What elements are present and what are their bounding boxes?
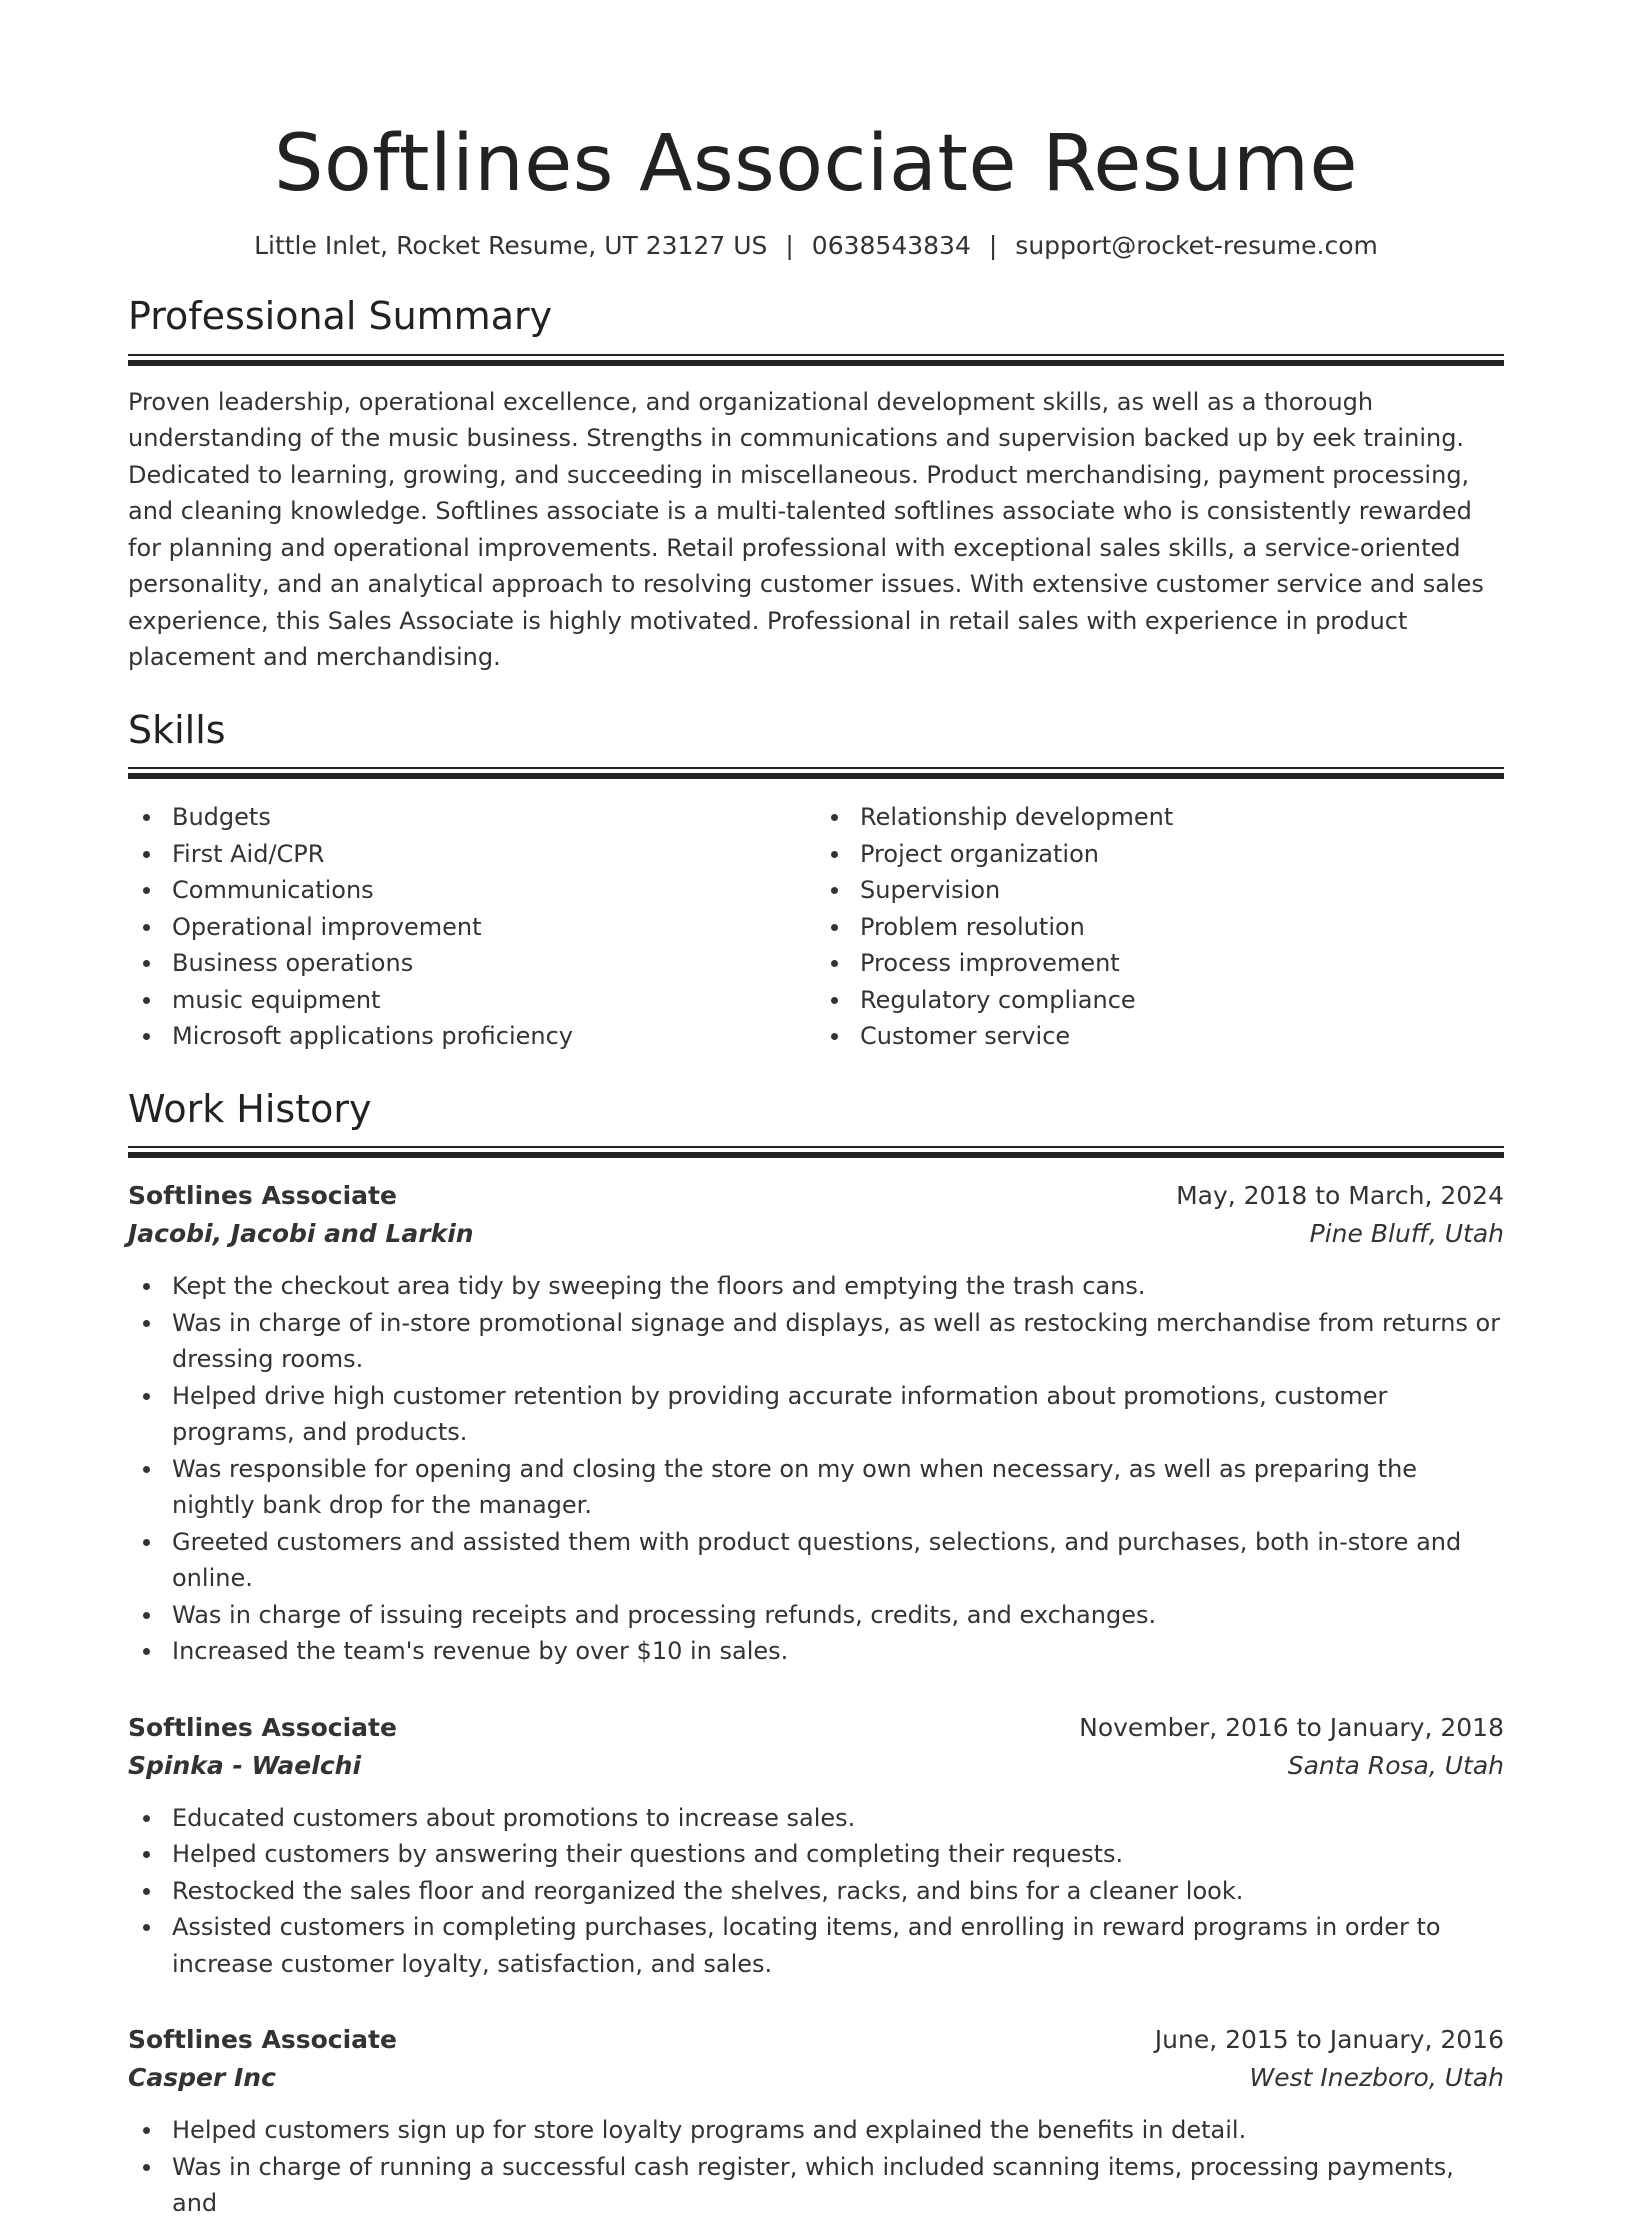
job-duty-item: Assisted customers in completing purchases, locating items, and enrolling in reward programs in order to increase customer loyalty, satisfaction, and sales. — [128, 1909, 1504, 1982]
job-duty-item: Helped drive high customer retention by providing accurate information about promotions, customer programs, and products. — [128, 1378, 1504, 1451]
job-duty-item: Was in charge of in-store promotional signage and displays, as well as restocking merchandise from returns or dressing rooms. — [128, 1305, 1504, 1378]
job-entry — [128, 1710, 1504, 1983]
skills-heading: Skills — [128, 707, 226, 752]
job-entry — [128, 2022, 1504, 2222]
job-entry — [128, 1178, 1504, 1670]
job-dates: May, 2018 to March, 2024 — [1176, 1181, 1504, 1211]
skill-item: Project organization — [816, 836, 1504, 873]
job-company: Spinka - Waelchi — [128, 1750, 362, 1780]
skill-item: Supervision — [816, 872, 1504, 909]
skill-item: Budgets — [128, 799, 816, 836]
job-duties-list — [128, 1268, 1504, 1670]
job-company-row — [128, 1214, 1504, 1254]
job-duty-item: Was in charge of running a successful cash register, which included scanning items, processing payments, and — [128, 2149, 1504, 2222]
job-header-row — [128, 1178, 1504, 1214]
job-title: Softlines Associate — [128, 2025, 397, 2055]
job-duty-item: Greeted customers and assisted them with product questions, selections, and purchases, both in-store and online. — [128, 1524, 1504, 1597]
skill-item: Business operations — [128, 945, 816, 982]
job-company: Casper Inc — [128, 2063, 276, 2093]
job-title: Softlines Associate — [128, 1712, 397, 1742]
summary-section — [128, 294, 1504, 676]
job-duty-item: Was responsible for opening and closing the store on my own when necessary, as well as preparing the nightly bank drop for the manager. — [128, 1451, 1504, 1524]
job-duty-item: Kept the checkout area tidy by sweeping the floors and emptying the trash cans. — [128, 1268, 1504, 1305]
skill-item: music equipment — [128, 982, 816, 1019]
skill-item: Problem resolution — [816, 909, 1504, 946]
job-company-row — [128, 1746, 1504, 1786]
resume-title: Softlines Associate Resume — [274, 119, 1358, 209]
skill-item: First Aid/CPR — [128, 836, 816, 873]
skill-item: Relationship development — [816, 799, 1504, 836]
section-divider — [128, 354, 1504, 366]
job-title: Softlines Associate — [128, 1181, 397, 1211]
skills-list-left — [128, 799, 816, 1055]
contact-line — [128, 230, 1504, 263]
skill-item: Operational improvement — [128, 909, 816, 946]
job-duty-item: Was in charge of issuing receipts and processing refunds, credits, and exchanges. — [128, 1597, 1504, 1634]
contact-phone: 0638543834 — [811, 230, 971, 260]
job-duties-list — [128, 2112, 1504, 2222]
job-location: West Inezboro, Utah — [1249, 2063, 1504, 2093]
job-duties-list — [128, 1800, 1504, 1983]
section-divider — [128, 767, 1504, 779]
skill-item: Regulatory compliance — [816, 982, 1504, 1019]
skill-item: Microsoft applications proficiency — [128, 1018, 816, 1055]
job-duty-item: Helped customers sign up for store loyalty programs and explained the benefits in detail. — [128, 2112, 1504, 2149]
contact-separator: | — [785, 230, 794, 260]
contact-address: Little Inlet, Rocket Resume, UT 23127 US — [254, 230, 768, 260]
job-location: Pine Bluff, Utah — [1309, 1219, 1504, 1249]
skills-list-right — [816, 799, 1504, 1055]
skill-item: Process improvement — [816, 945, 1504, 982]
skills-columns — [128, 799, 1504, 1055]
job-duty-item: Helped customers by answering their questions and completing their requests. — [128, 1836, 1504, 1873]
job-company-row — [128, 2058, 1504, 2098]
job-company: Jacobi, Jacobi and Larkin — [128, 1219, 474, 1249]
section-divider — [128, 1146, 1504, 1158]
summary-heading: Professional Summary — [128, 294, 553, 339]
summary-text: Proven leadership, operational excellence, and organizational development skills, as well as a thorough understanding of the music business. Strengths in communications and supervision backed up by eek training. Dedicated to learning, growing, and succeeding in miscellaneous. Product merchandising, payment processing, and cleaning knowledge. Softlines associate is a multi-talented softlines associate who is consistently rewarded for planning and operational improvements. Retail professional with exceptional sales skills, a service-oriented personality, and an analytical approach to resolving customer issues. With extensive customer service and sales experience, this Sales Associate is highly motivated. Professional in retail sales with experience in product placement and merchandising. — [128, 387, 1484, 672]
job-dates: June, 2015 to January, 2016 — [1154, 2025, 1504, 2055]
skill-item: Customer service — [816, 1018, 1504, 1055]
job-duty-item: Increased the team's revenue by over $10 in sales. — [128, 1633, 1504, 1670]
job-header-row — [128, 1710, 1504, 1746]
work-history-heading: Work History — [128, 1086, 372, 1131]
work-history-section — [128, 1087, 1504, 2222]
job-duty-item: Educated customers about promotions to increase sales. — [128, 1800, 1504, 1837]
job-duty-item: Restocked the sales floor and reorganized the shelves, racks, and bins for a cleaner look. — [128, 1873, 1504, 1910]
job-location: Santa Rosa, Utah — [1287, 1750, 1504, 1780]
contact-separator: | — [988, 230, 998, 260]
skills-section — [128, 708, 1504, 1055]
contact-email: support@rocket-resume.com — [1015, 230, 1378, 260]
job-header-row — [128, 2022, 1504, 2058]
skill-item: Communications — [128, 872, 816, 909]
job-dates: November, 2016 to January, 2018 — [1079, 1712, 1504, 1742]
